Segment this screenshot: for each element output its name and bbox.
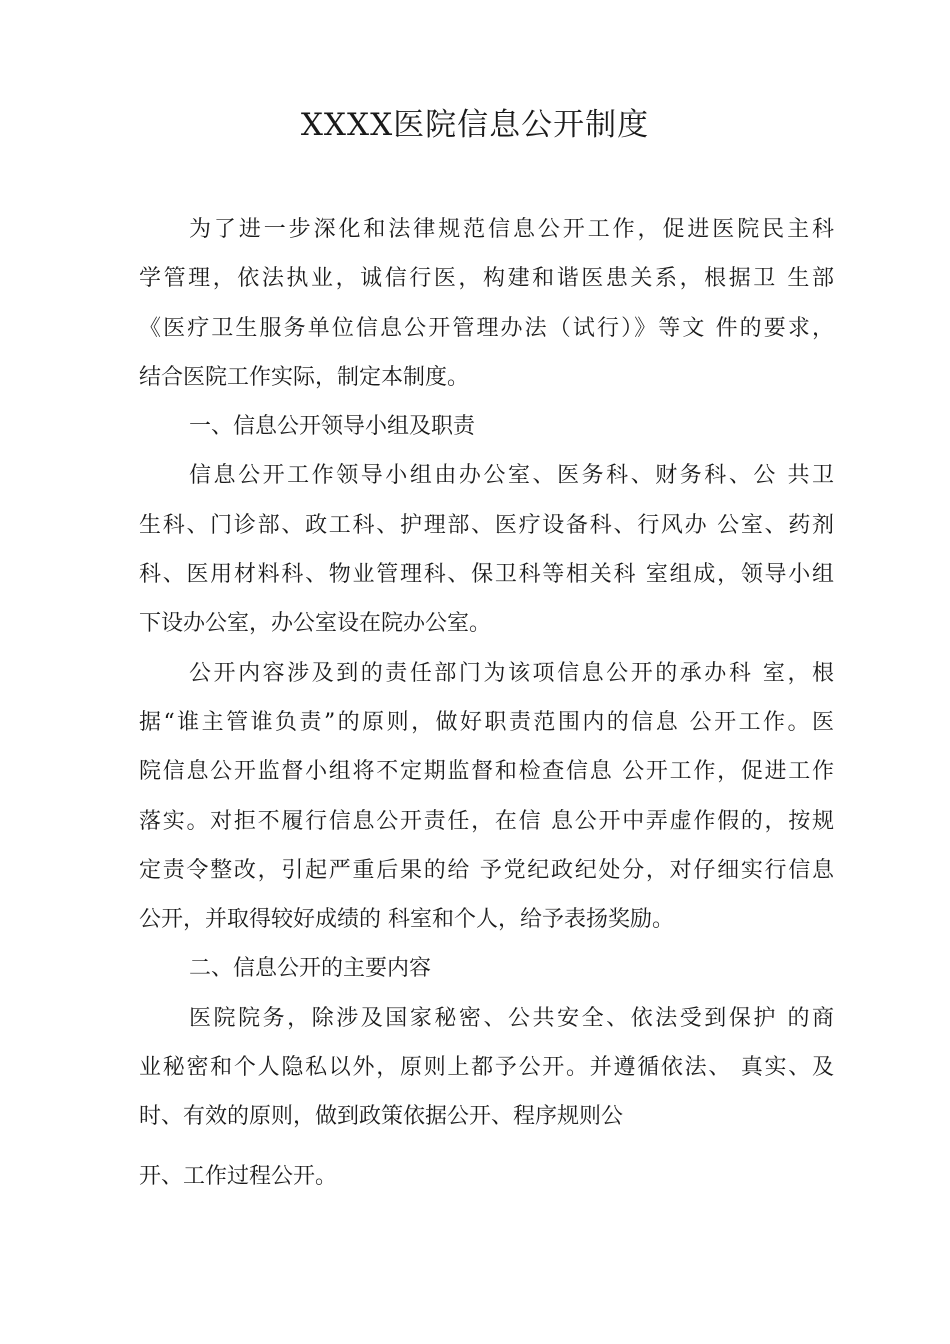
text-line: 医院院务，除涉及国家秘密、公共安全、依法受到保护 的商 [189,1005,834,1031]
document-title: XXXX医院信息公开制度 [300,107,650,143]
text-line: 信息公开工作领导小组由办公室、医务科、财务科、公 共卫 [189,463,834,489]
text-line: 公开内容涉及到的责任部门为该项信息公开的承办科 室，根 [189,660,834,686]
text-line: 二、信息公开的主要内容 [189,956,432,982]
text-line: 时、有效的原则，做到政策依据公开、程序规则公 [139,1104,624,1130]
text-line: 落实。对拒不履行信息公开责任，在信 息公开中弄虚作假的，按规 [139,808,834,834]
text-line: 据“谁主管谁负责”的原则，做好职责范围内的信息 公开工作。医 [139,709,834,735]
text-line: 生科、门诊部、政工科、护理部、医疗设备科、行风办 公室、药剂 [139,512,834,538]
text-line: 开、工作过程公开。 [139,1163,338,1189]
text-line: 科、医用材料科、物业管理科、保卫科等相关科 室组成，领导小组 [139,562,834,588]
text-line: 业秘密和个人隐私以外，原则上都予公开。并遵循依法、 真实、及 [139,1055,834,1081]
text-line: 学管理，依法执业，诚信行医，构建和谐医患关系，根据卫 生部 [139,266,834,292]
text-line: 下设办公室，办公室设在院办公室。 [139,611,492,637]
text-line: 一、信息公开领导小组及职责 [189,414,476,440]
text-line: 为了进一步深化和法律规范信息公开工作，促进医院民主科 [189,217,834,242]
text-line: 院信息公开监督小组将不定期监督和检查信息 公开工作，促进工作 [139,759,834,785]
text-line: 定责令整改，引起严重后果的给 予党纪政纪处分，对仔细实行信息 [139,857,834,883]
text-line: 结合医院工作实际，制定本制度。 [139,364,470,390]
text-line: 《医疗卫生服务单位信息公开管理办法（试行）》等文 件的要求， [139,315,834,341]
text-line: 公开，并取得较好成绩的 科室和个人，给予表扬奖励。 [139,907,674,933]
document-body [139,205,834,1201]
